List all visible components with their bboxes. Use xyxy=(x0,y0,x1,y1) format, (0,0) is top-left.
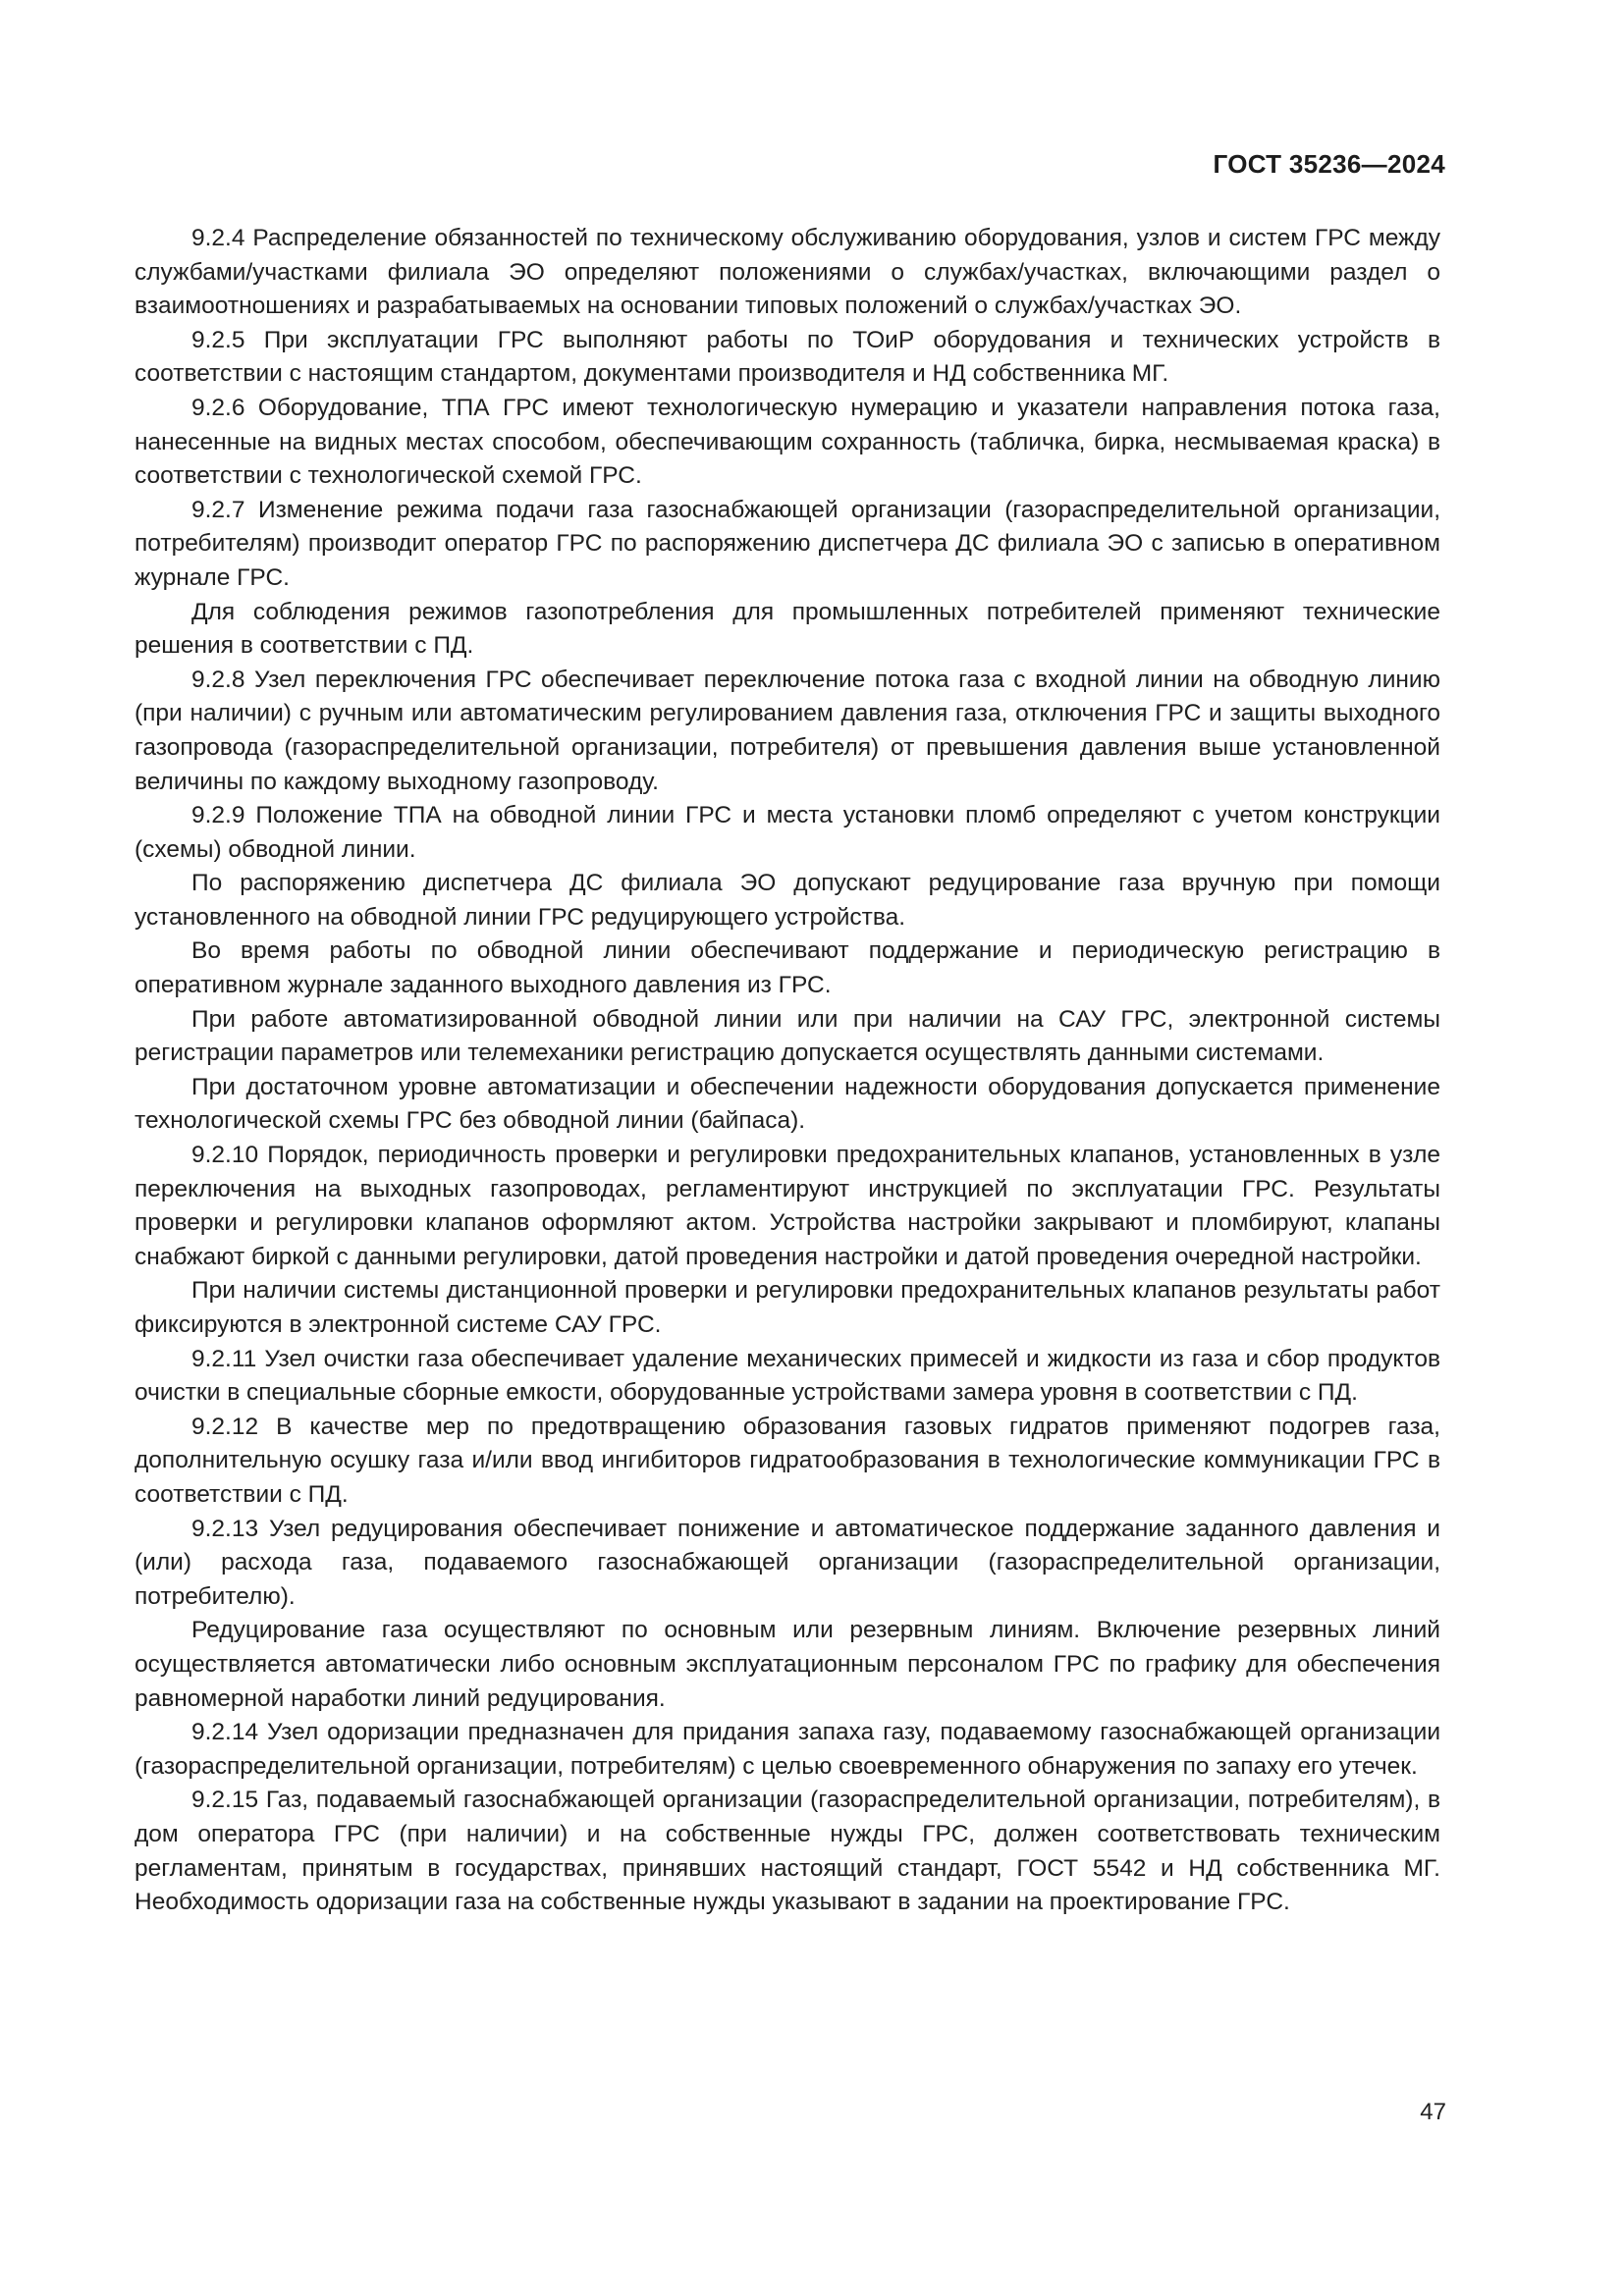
paragraph-9-2-10: 9.2.10 Порядок, периодичность проверки и регулировки предохранительных клапанов, установленных в узле переключения на выходных газопроводах, регламентируют инструкцией по эксплуатации ГРС. Результаты проверки и регулировки клапанов оформляют актом. Устройства настройки закрывают и пломбируют, клапаны снабжают биркой с данными регулировки, датой проведения настройки и датой проведения очередной настройки. xyxy=(135,1142,1440,1270)
paragraph-9-2-12: 9.2.12 В качестве мер по предотвращению образования газовых гидратов применяют подогрев газа, дополнительную осушку газа и/или ввод ингибиторов гидратообразования в технологические коммуникации ГРС в соответствии с ПД. xyxy=(135,1413,1440,1508)
paragraph: По распоряжению диспетчера ДС филиала ЭО допускают редуцирование газа вручную при помощи установленного на обводной линии ГРС редуцирующего устройства. xyxy=(135,870,1440,931)
paragraph: Для соблюдения режимов газопотребления для промышленных потребителей применяют технические решения в соответствии с ПД. xyxy=(135,598,1440,660)
paragraph-9-2-15: 9.2.15 Газ, подаваемый газоснабжающей организации (газораспределительной организации, потребителям), в дом оператора ГРС (при наличии) и на собственные нужды ГРС, должен соответствовать техническим регламентам, принятым в государствах, принявших настоящий стандарт, ГОСТ 5542 и НД собственника МГ. Необходимость одоризации газа на собственные нужды указывают в задании на проектирование ГРС. xyxy=(135,1787,1440,1916)
document-body xyxy=(135,222,1440,1920)
paragraph-9-2-14: 9.2.14 Узел одоризации предназначен для придания запаха газу, подаваемому газоснабжающей организации (газораспределительной организации, потребителям) с целью своевременного обнаружения по запаху его утечек. xyxy=(135,1719,1440,1780)
paragraph-9-2-7: 9.2.7 Изменение режима подачи газа газоснабжающей организации (газораспределительной организации, потребителям) производит оператор ГРС по распоряжению диспетчера ДС филиала ЭО с записью в оперативном журнале ГРС. xyxy=(135,496,1440,591)
paragraph-9-2-5: 9.2.5 При эксплуатации ГРС выполняют работы по ТОиР оборудования и технических устройств в соответствии с настоящим стандартом, документами производителя и НД собственника МГ. xyxy=(135,326,1440,388)
paragraph: При наличии системы дистанционной проверки и регулировки предохранительных клапанов результаты работ фиксируются в электронной системе САУ ГРС. xyxy=(135,1277,1440,1338)
paragraph: При достаточном уровне автоматизации и обеспечении надежности оборудования допускается применение технологической схемы ГРС без обводной линии (байпаса). xyxy=(135,1073,1440,1135)
paragraph-9-2-8: 9.2.8 Узел переключения ГРС обеспечивает переключение потока газа с входной линии на обводную линию (при наличии) с ручным или автоматическим регулированием давления газа, отключения ГРС и защиты выходного газопровода (газораспределительной организации, потребителя) от превышения давления выше установленной величины по каждому выходному газопроводу. xyxy=(135,666,1440,795)
paragraph: Редуцирование газа осуществляют по основным или резервным линиям. Включение резервных линий осуществляется автоматически либо основным эксплуатационным персоналом ГРС по графику для обеспечения равномерной наработки линий редуцирования. xyxy=(135,1617,1440,1712)
page-number: 47 xyxy=(1420,2099,1446,2125)
paragraph-9-2-6: 9.2.6 Оборудование, ТПА ГРС имеют технологическую нумерацию и указатели направления потока газа, нанесенные на видных местах способом, обеспечивающим сохранность (табличка, бирка, несмываемая краска) в соответствии с технологической схемой ГРС. xyxy=(135,394,1440,490)
paragraph-9-2-11: 9.2.11 Узел очистки газа обеспечивает удаление механических примесей и жидкости из газа и сбор продуктов очистки в специальные сборные емкости, оборудованные устройствами замера уровня в соответствии с ПД. xyxy=(135,1345,1440,1407)
paragraph-9-2-4: 9.2.4 Распределение обязанностей по техническому обслуживанию оборудования, узлов и систем ГРС между службами/участками филиала ЭО определяют положениями о службах/участках, включающими раздел о взаимоотношениях и разрабатываемых на основании типовых положений о службах/участках ЭО. xyxy=(135,225,1440,320)
paragraph-9-2-9: 9.2.9 Положение ТПА на обводной линии ГРС и места установки пломб определяют с учетом конструкции (схемы) обводной линии. xyxy=(135,802,1440,863)
document-code-header: ГОСТ 35236—2024 xyxy=(1213,149,1445,179)
paragraph: Во время работы по обводной линии обеспечивают поддержание и периодическую регистрацию в оперативном журнале заданного выходного давления из ГРС. xyxy=(135,937,1440,999)
paragraph: При работе автоматизированной обводной линии или при наличии на САУ ГРС, электронной системы регистрации параметров или телемеханики регистрацию допускается осуществлять данными системами. xyxy=(135,1005,1440,1067)
paragraph-9-2-13: 9.2.13 Узел редуцирования обеспечивает понижение и автоматическое поддержание заданного давления и (или) расхода газа, подаваемого газоснабжающей организации (газораспределительной организации, потребителю). xyxy=(135,1515,1440,1610)
